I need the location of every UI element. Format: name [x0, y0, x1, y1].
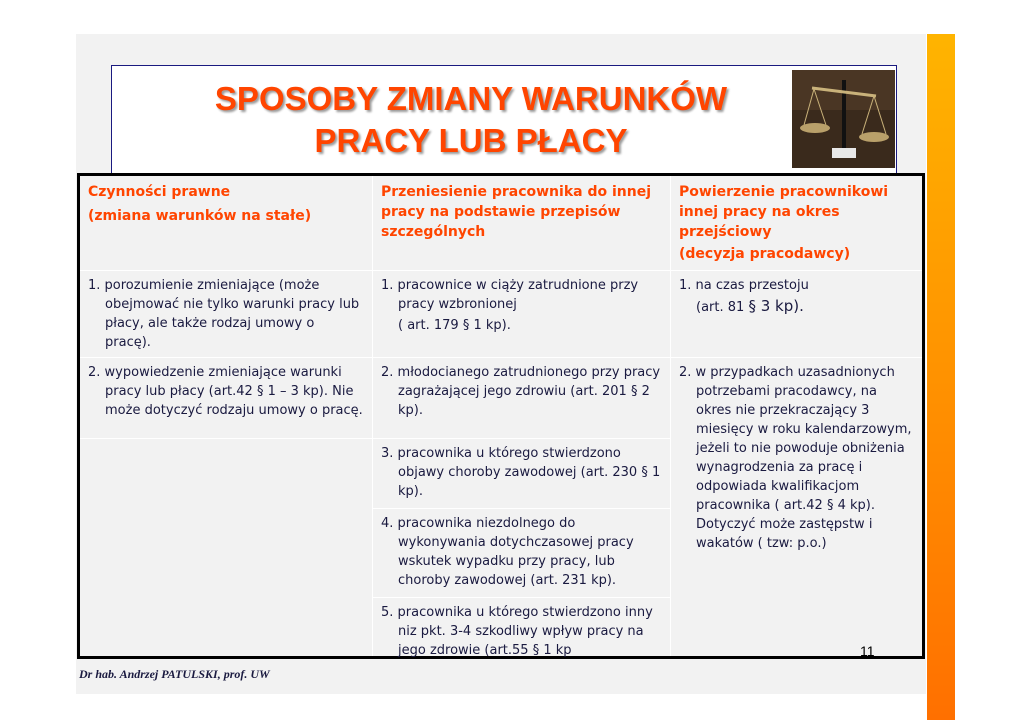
slide-title: [112, 78, 830, 162]
row-divider: [372, 508, 670, 509]
col2-item-1: [373, 274, 670, 335]
row-divider: [80, 438, 670, 439]
title-line-1: SPOSOBY ZMIANY WARUNKÓW: [214, 80, 728, 117]
header-transfer-text: Przeniesienie pracownika do innej pracy na podstawie przepisów szczególnych: [381, 184, 651, 240]
col2-item-4-text: 4. pracownika niezdolnego do wykonywania dotychczasowej pracy wskutek wypadku przy pracy, lub choroby zawodowej (art. 231 kp).: [381, 516, 634, 588]
col2-item-3: [373, 442, 670, 501]
header-legal-acts: [80, 176, 372, 270]
footer-author: Dr hab. Andrzej PATULSKI, prof. UW: [79, 667, 270, 681]
col1-item-1-text: 1. porozumienie zmieniające (może obejmować nie tylko warunki pracy lub płacy, ale także rodzaj umowy o pracę).: [88, 278, 360, 350]
col3-item-2-text: 2. w przypadkach uzasadnionych potrzebami pracodawcy, na okres nie przekraczający 3 miesięcy w roku kalendarzowym, jeżeli to nie powoduje obniżenia wynagrodzenia za pracę i odpowiada kwalifikacjom pracownika ( art.42 § 4 kp). Dotyczyć może zastępstw i wakatów ( tzw: p.o.): [679, 365, 912, 551]
col3-item-2: [671, 361, 922, 553]
header-legal-acts-line-1: Czynności prawne: [88, 184, 231, 200]
col3-item-1-text: 1. na czas przestoju: [679, 278, 809, 293]
accent-sidebar: [927, 34, 955, 720]
col1-item-2: [80, 361, 372, 420]
conditions-table: [77, 173, 925, 659]
balance-scale-icon: [792, 70, 895, 168]
col3-item-1-ref-big: § 3 kp).: [748, 297, 804, 315]
col2-item-1-ref: ( art. 179 § 1 kp).: [398, 318, 511, 333]
col2-item-3-text: 3. pracownika u którego stwierdzono objawy choroby zawodowej (art. 230 § 1 kp).: [381, 446, 661, 499]
header-temporary: [671, 176, 922, 270]
title-line-2: PRACY LUB PŁACY: [314, 122, 628, 159]
header-legal-acts-line-2: (zmiana warunków na stałe): [88, 208, 312, 224]
header-transfer: [373, 176, 670, 270]
col1-item-1: [80, 274, 372, 352]
col2-item-2-text: 2. młodocianego zatrudnionego przy pracy zagrażającej jego zdrowiu (art. 201 § 2 kp).: [381, 365, 661, 418]
col3-item-1: [671, 274, 922, 317]
row-divider: [372, 597, 670, 598]
page-number: 11: [860, 643, 875, 659]
col2-item-1-text: 1. pracownice w ciąży zatrudnione przy pracy wzbronionej: [381, 278, 639, 312]
col2-item-4: [373, 512, 670, 590]
col2-item-5-text: 5. pracownika u którego stwierdzono inny niz pkt. 3-4 szkodliwy wpływ pracy na jego zdrowie (art.55 § 1 kp: [381, 605, 653, 658]
header-temporary-text: Powierzenie pracownikowi innej pracy na okres przejściowy: [679, 184, 889, 240]
col3-item-1-ref-small: (art. 81: [696, 300, 745, 315]
col2-item-2: [373, 361, 670, 420]
col2-item-5: [373, 601, 670, 660]
header-temporary-extra: (decyzja pracodawcy): [679, 246, 851, 262]
row-divider: [80, 270, 922, 271]
row-divider: [80, 357, 922, 358]
col1-item-2-text: 2. wypowiedzenie zmieniające warunki pracy lub płacy (art.42 § 1 – 3 kp). Nie może dotyczyć rodzaju umowy o pracę.: [88, 365, 363, 418]
col3-item-1-ref: [679, 297, 914, 317]
